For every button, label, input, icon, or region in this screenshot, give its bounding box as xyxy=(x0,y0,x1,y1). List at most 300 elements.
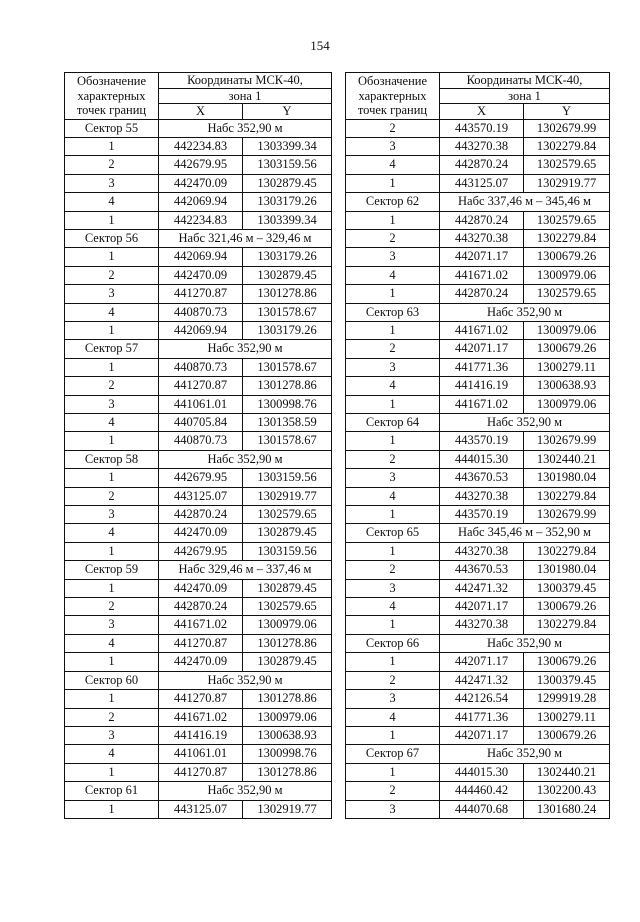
sector-name: Сектор 65 xyxy=(346,524,440,542)
point-row xyxy=(346,671,610,689)
x-value: 442870.24 xyxy=(159,506,243,524)
sector-azimuth: Набс 352,90 м xyxy=(440,414,610,432)
point-id: 1 xyxy=(65,653,159,671)
point-id: 4 xyxy=(346,156,440,174)
point-row xyxy=(346,395,610,413)
sector-azimuth: Набс 329,46 м – 337,46 м xyxy=(159,561,332,579)
point-id: 1 xyxy=(65,248,159,266)
point-row xyxy=(65,745,332,763)
point-row xyxy=(65,634,332,652)
point-row xyxy=(65,174,332,192)
sector-name: Сектор 64 xyxy=(346,414,440,432)
sector-azimuth: Набс 352,90 м xyxy=(159,340,332,358)
x-value: 440705.84 xyxy=(159,414,243,432)
point-row xyxy=(346,690,610,708)
point-row xyxy=(346,763,610,781)
y-value: 1301980.04 xyxy=(524,561,610,579)
point-row xyxy=(65,726,332,744)
x-value: 441061.01 xyxy=(159,745,243,763)
y-value: 1302579.65 xyxy=(524,285,610,303)
point-row xyxy=(346,598,610,616)
x-value: 442470.09 xyxy=(159,524,243,542)
point-row xyxy=(346,616,610,634)
x-value: 443125.07 xyxy=(159,487,243,505)
x-value: 441270.87 xyxy=(159,634,243,652)
sector-azimuth: Набс 321,46 м – 329,46 м xyxy=(159,229,332,247)
y-value: 1303399.34 xyxy=(243,137,332,155)
sector-row xyxy=(65,561,332,579)
x-value: 441270.87 xyxy=(159,690,243,708)
y-value: 1303159.56 xyxy=(243,156,332,174)
coords-zone-header: зона 1 xyxy=(159,88,332,104)
x-value: 441270.87 xyxy=(159,285,243,303)
coords-header: Координаты МСК-40, xyxy=(440,73,610,89)
point-row xyxy=(65,763,332,781)
point-id: 2 xyxy=(346,782,440,800)
point-id: 3 xyxy=(346,469,440,487)
x-value: 441671.02 xyxy=(159,616,243,634)
x-column-header: X xyxy=(159,104,243,120)
sector-name: Сектор 60 xyxy=(65,671,159,689)
y-value: 1301980.04 xyxy=(524,469,610,487)
x-value: 442071.17 xyxy=(440,248,524,266)
point-id: 1 xyxy=(346,763,440,781)
x-value: 441671.02 xyxy=(159,708,243,726)
point-id: 4 xyxy=(65,414,159,432)
point-label-header xyxy=(346,73,440,120)
point-id: 3 xyxy=(65,174,159,192)
y-value: 1300679.26 xyxy=(524,340,610,358)
sector-azimuth: Набс 345,46 м – 352,90 м xyxy=(440,524,610,542)
point-id: 2 xyxy=(346,229,440,247)
point-id: 1 xyxy=(346,211,440,229)
point-row xyxy=(65,211,332,229)
point-row xyxy=(65,377,332,395)
x-value: 441270.87 xyxy=(159,377,243,395)
x-value: 443270.38 xyxy=(440,487,524,505)
x-value: 443270.38 xyxy=(440,542,524,560)
y-value: 1301278.86 xyxy=(243,763,332,781)
point-id: 1 xyxy=(346,174,440,192)
point-row xyxy=(346,321,610,339)
x-value: 441671.02 xyxy=(440,321,524,339)
y-value: 1302679.99 xyxy=(524,506,610,524)
point-id: 3 xyxy=(65,616,159,634)
x-value: 440870.73 xyxy=(159,358,243,376)
y-value: 1302579.65 xyxy=(243,598,332,616)
x-value: 441771.36 xyxy=(440,358,524,376)
sector-azimuth: Набс 352,90 м xyxy=(440,303,610,321)
x-value: 443670.53 xyxy=(440,469,524,487)
point-row xyxy=(65,800,332,818)
y-value: 1301278.86 xyxy=(243,285,332,303)
point-id: 1 xyxy=(65,763,159,781)
header-row xyxy=(346,73,610,89)
point-id: 2 xyxy=(346,561,440,579)
sector-azimuth: Набс 352,90 м xyxy=(159,119,332,137)
y-value: 1302879.45 xyxy=(243,266,332,284)
point-row xyxy=(65,266,332,284)
point-label-header xyxy=(65,73,159,120)
point-row xyxy=(346,174,610,192)
point-id: 1 xyxy=(346,432,440,450)
x-value: 442870.24 xyxy=(440,156,524,174)
point-row xyxy=(65,137,332,155)
sector-name: Сектор 59 xyxy=(65,561,159,579)
point-row xyxy=(65,653,332,671)
sector-row xyxy=(346,634,610,652)
y-value: 1301358.59 xyxy=(243,414,332,432)
sector-azimuth: Набс 352,90 м xyxy=(159,782,332,800)
table-body-left xyxy=(65,73,332,819)
x-value: 443125.07 xyxy=(159,800,243,818)
x-value: 443570.19 xyxy=(440,119,524,137)
x-value: 442679.95 xyxy=(159,542,243,560)
y-value: 1303179.26 xyxy=(243,193,332,211)
point-row xyxy=(346,377,610,395)
header-label-line: Обозначение xyxy=(357,74,428,88)
sector-name: Сектор 58 xyxy=(65,450,159,468)
x-value: 443670.53 xyxy=(440,561,524,579)
y-value: 1302279.84 xyxy=(524,616,610,634)
point-id: 1 xyxy=(65,800,159,818)
y-value: 1300379.45 xyxy=(524,671,610,689)
y-value: 1302679.99 xyxy=(524,432,610,450)
point-id: 1 xyxy=(65,432,159,450)
point-row xyxy=(346,137,610,155)
y-value: 1300979.06 xyxy=(524,321,610,339)
point-id: 1 xyxy=(346,285,440,303)
point-id: 4 xyxy=(346,598,440,616)
y-column-header: Y xyxy=(524,104,610,120)
point-row xyxy=(346,579,610,597)
coords-header: Координаты МСК-40, xyxy=(159,73,332,89)
point-row xyxy=(65,487,332,505)
y-value: 1300979.06 xyxy=(243,708,332,726)
y-value: 1300279.11 xyxy=(524,708,610,726)
y-value: 1302440.21 xyxy=(524,763,610,781)
sector-name: Сектор 57 xyxy=(65,340,159,358)
point-id: 4 xyxy=(65,745,159,763)
point-id: 3 xyxy=(65,395,159,413)
sector-azimuth: Набс 352,90 м xyxy=(159,450,332,468)
sector-name: Сектор 62 xyxy=(346,193,440,211)
y-value: 1301278.86 xyxy=(243,690,332,708)
sector-name: Сектор 56 xyxy=(65,229,159,247)
coordinates-table-left xyxy=(64,72,332,819)
y-value: 1300379.45 xyxy=(524,579,610,597)
point-row xyxy=(65,395,332,413)
x-value: 442234.83 xyxy=(159,211,243,229)
point-row xyxy=(346,156,610,174)
x-value: 442471.32 xyxy=(440,671,524,689)
point-row xyxy=(346,506,610,524)
y-column-header: Y xyxy=(243,104,332,120)
point-id: 1 xyxy=(65,358,159,376)
x-value: 441416.19 xyxy=(440,377,524,395)
point-id: 4 xyxy=(346,266,440,284)
y-value: 1302919.77 xyxy=(243,800,332,818)
y-value: 1300979.06 xyxy=(524,266,610,284)
x-value: 444015.30 xyxy=(440,450,524,468)
header-label-line: Обозначение xyxy=(76,74,147,88)
x-value: 441061.01 xyxy=(159,395,243,413)
y-value: 1302879.45 xyxy=(243,174,332,192)
point-row xyxy=(346,285,610,303)
point-id: 1 xyxy=(65,211,159,229)
y-value: 1300979.06 xyxy=(243,616,332,634)
sector-row xyxy=(346,745,610,763)
header-row xyxy=(65,73,332,89)
point-row xyxy=(65,579,332,597)
sector-azimuth: Набс 337,46 м – 345,46 м xyxy=(440,193,610,211)
point-row xyxy=(346,561,610,579)
point-id: 1 xyxy=(65,579,159,597)
point-row xyxy=(346,542,610,560)
sector-row xyxy=(65,450,332,468)
header-label-line: характерных xyxy=(77,88,146,103)
x-value: 441270.87 xyxy=(159,763,243,781)
x-value: 444460.42 xyxy=(440,782,524,800)
point-row xyxy=(346,450,610,468)
y-value: 1303179.26 xyxy=(243,248,332,266)
point-row xyxy=(346,119,610,137)
sector-azimuth: Набс 352,90 м xyxy=(440,634,610,652)
x-value: 441671.02 xyxy=(440,266,524,284)
point-id: 4 xyxy=(65,193,159,211)
x-value: 443270.38 xyxy=(440,137,524,155)
y-value: 1302919.77 xyxy=(243,487,332,505)
x-value: 442679.95 xyxy=(159,469,243,487)
y-value: 1303159.56 xyxy=(243,542,332,560)
point-row xyxy=(65,506,332,524)
point-id: 2 xyxy=(65,377,159,395)
x-value: 442470.09 xyxy=(159,174,243,192)
y-value: 1303399.34 xyxy=(243,211,332,229)
point-id: 4 xyxy=(65,524,159,542)
point-row xyxy=(65,598,332,616)
point-id: 3 xyxy=(65,285,159,303)
y-value: 1299919.28 xyxy=(524,690,610,708)
x-value: 443270.38 xyxy=(440,616,524,634)
point-row xyxy=(346,340,610,358)
point-row xyxy=(65,469,332,487)
x-value: 441771.36 xyxy=(440,708,524,726)
point-row xyxy=(65,432,332,450)
x-value: 442234.83 xyxy=(159,137,243,155)
x-value: 442470.09 xyxy=(159,653,243,671)
point-id: 1 xyxy=(346,506,440,524)
header-label-line: характерных xyxy=(358,88,427,103)
point-row xyxy=(346,266,610,284)
point-row xyxy=(346,487,610,505)
point-row xyxy=(65,285,332,303)
point-id: 1 xyxy=(346,395,440,413)
y-value: 1301278.86 xyxy=(243,377,332,395)
point-row xyxy=(346,800,610,818)
point-id: 4 xyxy=(346,377,440,395)
page-number: 154 xyxy=(310,38,330,53)
x-value: 442470.09 xyxy=(159,266,243,284)
x-value: 441416.19 xyxy=(159,726,243,744)
point-row xyxy=(65,708,332,726)
x-value: 442069.94 xyxy=(159,248,243,266)
point-id: 4 xyxy=(346,708,440,726)
point-row xyxy=(65,616,332,634)
point-row xyxy=(346,229,610,247)
y-value: 1300679.26 xyxy=(524,653,610,671)
y-value: 1302879.45 xyxy=(243,579,332,597)
x-value: 440870.73 xyxy=(159,303,243,321)
sector-name: Сектор 67 xyxy=(346,745,440,763)
point-id: 3 xyxy=(346,137,440,155)
x-value: 442126.54 xyxy=(440,690,524,708)
x-value: 441671.02 xyxy=(440,395,524,413)
x-value: 442071.17 xyxy=(440,598,524,616)
x-value: 442870.24 xyxy=(159,598,243,616)
sector-row xyxy=(65,671,332,689)
y-value: 1300979.06 xyxy=(524,395,610,413)
x-value: 442071.17 xyxy=(440,340,524,358)
point-id: 2 xyxy=(65,708,159,726)
point-id: 4 xyxy=(346,487,440,505)
x-value: 444070.68 xyxy=(440,800,524,818)
point-id: 1 xyxy=(346,653,440,671)
y-value: 1300998.76 xyxy=(243,745,332,763)
sector-row xyxy=(346,193,610,211)
x-value: 442679.95 xyxy=(159,156,243,174)
y-value: 1302279.84 xyxy=(524,542,610,560)
x-value: 442870.24 xyxy=(440,285,524,303)
y-value: 1301278.86 xyxy=(243,634,332,652)
y-value: 1302200.43 xyxy=(524,782,610,800)
point-row xyxy=(65,303,332,321)
y-value: 1303159.56 xyxy=(243,469,332,487)
sector-azimuth: Набс 352,90 м xyxy=(440,745,610,763)
sector-azimuth: Набс 352,90 м xyxy=(159,671,332,689)
y-value: 1300998.76 xyxy=(243,395,332,413)
sector-row xyxy=(65,229,332,247)
y-value: 1300679.26 xyxy=(524,248,610,266)
point-row xyxy=(65,358,332,376)
y-value: 1302579.65 xyxy=(243,506,332,524)
y-value: 1301578.67 xyxy=(243,303,332,321)
sector-row xyxy=(346,414,610,432)
point-row xyxy=(65,248,332,266)
point-row xyxy=(346,211,610,229)
point-row xyxy=(346,653,610,671)
point-id: 3 xyxy=(346,690,440,708)
point-id: 1 xyxy=(65,469,159,487)
point-row xyxy=(65,321,332,339)
x-value: 442069.94 xyxy=(159,193,243,211)
sector-row xyxy=(65,119,332,137)
x-value: 444015.30 xyxy=(440,763,524,781)
y-value: 1302679.99 xyxy=(524,119,610,137)
point-id: 2 xyxy=(65,266,159,284)
x-value: 442471.32 xyxy=(440,579,524,597)
point-row xyxy=(65,542,332,560)
point-row xyxy=(65,414,332,432)
x-value: 443570.19 xyxy=(440,432,524,450)
point-row xyxy=(65,156,332,174)
y-value: 1300638.93 xyxy=(243,726,332,744)
point-id: 1 xyxy=(65,542,159,560)
y-value: 1302579.65 xyxy=(524,156,610,174)
x-column-header: X xyxy=(440,104,524,120)
sector-row xyxy=(65,782,332,800)
y-value: 1300279.11 xyxy=(524,358,610,376)
point-row xyxy=(65,193,332,211)
point-id: 3 xyxy=(346,800,440,818)
point-id: 2 xyxy=(346,450,440,468)
x-value: 440870.73 xyxy=(159,432,243,450)
point-id: 3 xyxy=(65,726,159,744)
point-row xyxy=(346,432,610,450)
y-value: 1301578.67 xyxy=(243,432,332,450)
sector-row xyxy=(65,340,332,358)
point-id: 1 xyxy=(65,137,159,155)
point-row xyxy=(346,248,610,266)
point-row xyxy=(346,782,610,800)
table-body-right xyxy=(346,73,610,819)
y-value: 1302279.84 xyxy=(524,137,610,155)
x-value: 442470.09 xyxy=(159,579,243,597)
y-value: 1302279.84 xyxy=(524,229,610,247)
x-value: 442071.17 xyxy=(440,653,524,671)
y-value: 1300638.93 xyxy=(524,377,610,395)
point-id: 2 xyxy=(346,340,440,358)
x-value: 443125.07 xyxy=(440,174,524,192)
point-id: 1 xyxy=(65,690,159,708)
y-value: 1302579.65 xyxy=(524,211,610,229)
point-id: 2 xyxy=(65,487,159,505)
point-row xyxy=(346,469,610,487)
x-value: 442071.17 xyxy=(440,726,524,744)
point-id: 4 xyxy=(65,634,159,652)
sector-row xyxy=(346,524,610,542)
sector-row xyxy=(346,303,610,321)
y-value: 1301680.24 xyxy=(524,800,610,818)
point-row xyxy=(346,708,610,726)
point-row xyxy=(65,690,332,708)
x-value: 442069.94 xyxy=(159,321,243,339)
sector-name: Сектор 66 xyxy=(346,634,440,652)
point-id: 3 xyxy=(346,248,440,266)
point-id: 1 xyxy=(346,321,440,339)
point-id: 1 xyxy=(65,321,159,339)
y-value: 1300679.26 xyxy=(524,726,610,744)
point-id: 2 xyxy=(346,671,440,689)
coords-zone-header: зона 1 xyxy=(440,88,610,104)
point-id: 3 xyxy=(346,358,440,376)
point-id: 1 xyxy=(346,542,440,560)
y-value: 1301578.67 xyxy=(243,358,332,376)
x-value: 443570.19 xyxy=(440,506,524,524)
point-row xyxy=(346,358,610,376)
point-id: 4 xyxy=(65,303,159,321)
point-id: 2 xyxy=(346,119,440,137)
point-id: 2 xyxy=(65,156,159,174)
point-id: 3 xyxy=(346,579,440,597)
y-value: 1302879.45 xyxy=(243,524,332,542)
x-value: 443270.38 xyxy=(440,229,524,247)
x-value: 442870.24 xyxy=(440,211,524,229)
y-value: 1302279.84 xyxy=(524,487,610,505)
point-row xyxy=(65,524,332,542)
point-row xyxy=(346,726,610,744)
point-id: 1 xyxy=(346,616,440,634)
